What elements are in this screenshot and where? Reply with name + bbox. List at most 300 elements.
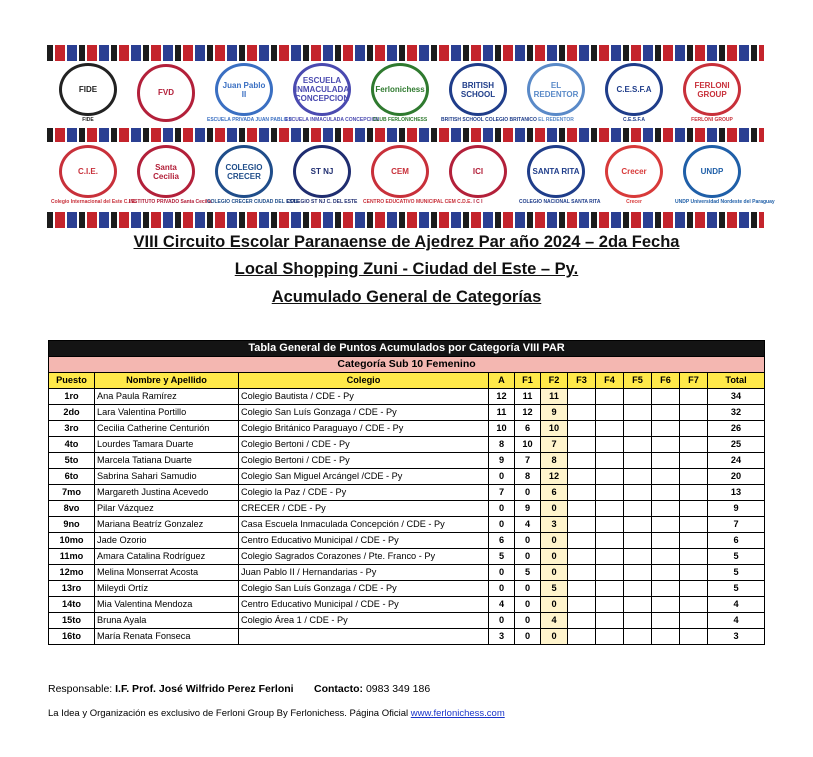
score-f3-cell	[568, 485, 596, 501]
rank-cell: 13ro	[49, 581, 95, 597]
score-f5-cell	[624, 437, 652, 453]
score-f7-cell	[680, 501, 708, 517]
logo-emblem-icon	[293, 63, 351, 116]
school-cell: Colegio Bertoni / CDE - Py	[239, 437, 489, 453]
school-logo	[603, 145, 665, 205]
score-f5-cell	[624, 469, 652, 485]
table-row	[49, 469, 765, 485]
player-name-cell: Pilar Vázquez	[95, 501, 239, 517]
player-name-cell: Melina Monserrat Acosta	[95, 565, 239, 581]
school-logo	[286, 145, 358, 205]
responsible-label: Responsable:	[48, 683, 113, 695]
total-cell: 26	[708, 421, 765, 437]
score-f6-cell	[652, 485, 680, 501]
table-row	[49, 389, 765, 405]
score-f2-cell: 0	[541, 549, 568, 565]
score-f1-cell: 0	[515, 597, 541, 613]
player-name-cell: Mariana Beatríz Gonzalez	[95, 517, 239, 533]
score-f1-cell: 0	[515, 629, 541, 645]
score-f1-cell: 11	[515, 389, 541, 405]
school-logo	[207, 145, 300, 205]
sponsor-banner	[47, 45, 775, 228]
score-a-cell: 0	[489, 581, 515, 597]
score-f7-cell	[680, 597, 708, 613]
score-f6-cell	[652, 565, 680, 581]
logo-caption: EL REDENTOR	[538, 117, 574, 123]
logo-name: CEM	[391, 167, 409, 176]
chess-pieces-strip-top	[47, 45, 764, 61]
score-f4-cell	[596, 485, 624, 501]
logo-emblem-icon	[137, 64, 195, 122]
score-f1-cell: 0	[515, 533, 541, 549]
event-location: Local Shopping Zuni - Ciudad del Este – Py.	[234, 260, 579, 278]
logo-emblem-icon	[683, 145, 741, 198]
logo-name: Santa Cecilia	[153, 162, 179, 181]
score-f5-cell	[624, 405, 652, 421]
school-logo	[447, 145, 509, 205]
rank-cell: 16to	[49, 629, 95, 645]
player-name-cell: Lourdes Tamara Duarte	[95, 437, 239, 453]
score-f3-cell	[568, 597, 596, 613]
rank-cell: 11mo	[49, 549, 95, 565]
school-cell: Centro Educativo Municipal / CDE - Py	[239, 533, 489, 549]
score-f4-cell	[596, 549, 624, 565]
score-f4-cell	[596, 421, 624, 437]
logo-caption: BRITISH SCHOOL COLEGIO BRITANICO	[441, 117, 537, 123]
category-title: Categoría Sub 10 Femenino	[49, 357, 765, 373]
total-cell: 4	[708, 613, 765, 629]
score-f6-cell	[652, 405, 680, 421]
score-f6-cell	[652, 389, 680, 405]
rank-cell: 12mo	[49, 565, 95, 581]
score-a-cell: 0	[489, 565, 515, 581]
logo-emblem-icon	[293, 145, 351, 198]
score-f4-cell	[596, 565, 624, 581]
school-cell: Colegio Sagrados Corazones / Pte. Franco - Py	[239, 549, 489, 565]
score-f7-cell	[680, 453, 708, 469]
score-f5-cell	[624, 565, 652, 581]
score-f7-cell	[680, 469, 708, 485]
column-header: Total	[708, 373, 765, 389]
score-f2-cell: 11	[541, 389, 568, 405]
school-cell: Colegio Bertoni / CDE - Py	[239, 453, 489, 469]
score-a-cell: 9	[489, 453, 515, 469]
table-row	[49, 565, 765, 581]
rank-cell: 1ro	[49, 389, 95, 405]
score-f7-cell	[680, 437, 708, 453]
logo-caption: FERLONI GROUP	[691, 117, 733, 123]
total-cell: 5	[708, 581, 765, 597]
score-a-cell: 5	[489, 549, 515, 565]
school-logo	[369, 63, 431, 123]
column-header: F7	[680, 373, 708, 389]
logo-emblem-icon	[215, 145, 273, 198]
logo-caption: COLEGIO CRECER CIUDAD DEL ESTE	[207, 199, 300, 205]
logo-emblem-icon	[527, 145, 585, 198]
score-f4-cell	[596, 437, 624, 453]
logo-caption: Crecer	[626, 199, 642, 205]
total-cell: 24	[708, 453, 765, 469]
player-name-cell: Mia Valentina Mendoza	[95, 597, 239, 613]
score-a-cell: 0	[489, 469, 515, 485]
logo-caption: UNDP Universidad Nordeste del Paraguay	[675, 199, 775, 205]
score-f5-cell	[624, 421, 652, 437]
total-cell: 9	[708, 501, 765, 517]
responsible-line	[48, 683, 430, 695]
score-a-cell: 3	[489, 629, 515, 645]
column-header: Puesto	[49, 373, 95, 389]
score-a-cell: 0	[489, 613, 515, 629]
score-f3-cell	[568, 389, 596, 405]
chess-pieces-strip-bottom	[47, 212, 764, 228]
score-f3-cell	[568, 581, 596, 597]
score-f2-cell: 5	[541, 581, 568, 597]
logo-name: C.I.E.	[77, 167, 98, 176]
school-logo	[603, 63, 665, 123]
score-f1-cell: 9	[515, 501, 541, 517]
score-f4-cell	[596, 533, 624, 549]
score-f7-cell	[680, 389, 708, 405]
school-cell: Colegio Bautista / CDE - Py	[239, 389, 489, 405]
score-f4-cell	[596, 469, 624, 485]
rank-cell: 3ro	[49, 421, 95, 437]
school-logo	[681, 63, 743, 123]
total-cell: 6	[708, 533, 765, 549]
school-cell: Centro Educativo Municipal / CDE - Py	[239, 597, 489, 613]
score-f2-cell: 6	[541, 485, 568, 501]
organization-text: La Idea y Organización es exclusivo de Ferloni Group By Ferlonichess. Página Oficial	[48, 708, 409, 719]
player-name-cell: Cecilia Catherine Centurión	[95, 421, 239, 437]
school-logo	[207, 63, 292, 123]
column-header: F4	[596, 373, 624, 389]
score-f7-cell	[680, 517, 708, 533]
school-cell: Colegio San Luís Gonzaga / CDE - Py	[239, 405, 489, 421]
table-row	[49, 501, 765, 517]
score-f4-cell	[596, 581, 624, 597]
table-row	[49, 549, 765, 565]
score-f2-cell: 0	[541, 533, 568, 549]
player-name-cell: Margareth Justina Acevedo	[95, 485, 239, 501]
score-f2-cell: 3	[541, 517, 568, 533]
rank-cell: 6to	[49, 469, 95, 485]
score-f6-cell	[652, 421, 680, 437]
score-f3-cell	[568, 421, 596, 437]
school-logo	[675, 145, 775, 205]
score-a-cell: 0	[489, 501, 515, 517]
logo-name: ESCUELA INMACULADA CONCEPCION	[294, 76, 350, 103]
rank-cell: 14to	[49, 597, 95, 613]
table-row	[49, 597, 765, 613]
logo-name: EL REDENTOR	[533, 80, 579, 99]
logo-emblem-icon	[527, 63, 585, 116]
score-f6-cell	[652, 597, 680, 613]
logo-name: FVD	[158, 88, 174, 97]
player-name-cell: Marcela Tatiana Duarte	[95, 453, 239, 469]
score-f6-cell	[652, 581, 680, 597]
column-header: F1	[515, 373, 541, 389]
logo-caption: COLEGIO ST NJ C. DEL ESTE	[286, 199, 358, 205]
logo-caption: Colegio Internacional del Este C.I.E.	[51, 199, 137, 205]
score-f7-cell	[680, 549, 708, 565]
score-f5-cell	[624, 629, 652, 645]
score-f7-cell	[680, 485, 708, 501]
column-header: A	[489, 373, 515, 389]
score-a-cell: 7	[489, 485, 515, 501]
score-f4-cell	[596, 517, 624, 533]
score-f1-cell: 12	[515, 405, 541, 421]
score-f7-cell	[680, 613, 708, 629]
score-f7-cell	[680, 421, 708, 437]
score-f2-cell: 0	[541, 501, 568, 517]
score-f3-cell	[568, 437, 596, 453]
score-f1-cell: 0	[515, 581, 541, 597]
score-f4-cell	[596, 597, 624, 613]
table-row	[49, 453, 765, 469]
logo-emblem-icon	[449, 145, 507, 198]
score-f2-cell: 0	[541, 597, 568, 613]
score-f7-cell	[680, 565, 708, 581]
total-cell: 5	[708, 549, 765, 565]
total-cell: 25	[708, 437, 765, 453]
total-cell: 3	[708, 629, 765, 645]
score-f4-cell	[596, 629, 624, 645]
score-f3-cell	[568, 405, 596, 421]
total-cell: 20	[708, 469, 765, 485]
logo-caption: CENTRO EDUCATIVO MUNICIPAL CEM C.D.E.	[363, 199, 472, 205]
score-a-cell: 4	[489, 597, 515, 613]
logo-name: ST NJ	[310, 167, 334, 176]
score-f5-cell	[624, 517, 652, 533]
score-f3-cell	[568, 517, 596, 533]
score-f4-cell	[596, 613, 624, 629]
player-name-cell: Sabrina Sahari Samudio	[95, 469, 239, 485]
logo-name: Crecer	[621, 167, 647, 176]
logo-emblem-icon	[371, 145, 429, 198]
score-f6-cell	[652, 517, 680, 533]
score-f1-cell: 7	[515, 453, 541, 469]
logo-name: FERLONI GROUP	[694, 80, 730, 99]
score-f6-cell	[652, 453, 680, 469]
column-header: Colegio	[239, 373, 489, 389]
school-cell: Colegio San Luís Gonzaga / CDE - Py	[239, 581, 489, 597]
score-f4-cell	[596, 405, 624, 421]
score-f7-cell	[680, 533, 708, 549]
rank-cell: 9no	[49, 517, 95, 533]
score-f4-cell	[596, 453, 624, 469]
score-f3-cell	[568, 533, 596, 549]
column-header: F2	[541, 373, 568, 389]
score-f2-cell: 12	[541, 469, 568, 485]
score-f1-cell: 10	[515, 437, 541, 453]
score-f1-cell: 6	[515, 421, 541, 437]
logo-caption: ESCUELA PRIVADA JUAN PABLO II	[207, 117, 292, 123]
table-row	[49, 517, 765, 533]
score-f6-cell	[652, 501, 680, 517]
logo-emblem-icon	[59, 145, 117, 198]
score-f6-cell	[652, 437, 680, 453]
total-cell: 7	[708, 517, 765, 533]
player-name-cell: Ana Paula Ramírez	[95, 389, 239, 405]
score-f5-cell	[624, 597, 652, 613]
score-a-cell: 8	[489, 437, 515, 453]
player-name-cell: Bruna Ayala	[95, 613, 239, 629]
rank-cell: 5to	[49, 453, 95, 469]
logo-name: FIDE	[78, 85, 98, 94]
school-logo	[285, 63, 380, 123]
score-f2-cell: 4	[541, 613, 568, 629]
score-f3-cell	[568, 549, 596, 565]
school-logo	[525, 63, 587, 123]
score-f7-cell	[680, 581, 708, 597]
logo-caption: INSTITUTO PRIVADO Santa Cecilia	[129, 199, 212, 205]
school-logo	[51, 145, 137, 205]
table-header-row	[49, 373, 765, 389]
table-row	[49, 421, 765, 437]
school-cell: Casa Escuela Inmaculada Concepción / CDE - Py	[239, 517, 489, 533]
table-row	[49, 405, 765, 421]
score-f5-cell	[624, 533, 652, 549]
organization-line	[48, 708, 505, 719]
logo-emblem-icon	[449, 63, 507, 116]
score-a-cell: 6	[489, 533, 515, 549]
logo-name: ICI	[472, 167, 484, 176]
logo-emblem-icon	[605, 145, 663, 198]
score-f5-cell	[624, 581, 652, 597]
logo-caption: C.E.S.F.A	[623, 117, 645, 123]
score-f1-cell: 0	[515, 613, 541, 629]
score-f6-cell	[652, 613, 680, 629]
table-row	[49, 613, 765, 629]
logo-name: Juan Pablo II	[222, 80, 266, 99]
column-header: Nombre y Apellido	[95, 373, 239, 389]
rank-cell: 10mo	[49, 533, 95, 549]
logo-name: Ferlonichess	[375, 85, 425, 94]
logo-emblem-icon	[137, 145, 195, 198]
rank-cell: 8vo	[49, 501, 95, 517]
player-name-cell: Jade Ozorio	[95, 533, 239, 549]
score-f3-cell	[568, 501, 596, 517]
score-f2-cell: 0	[541, 565, 568, 581]
logo-name: SANTA RITA	[532, 167, 580, 176]
score-a-cell: 11	[489, 405, 515, 421]
logo-name: BRITISH SCHOOL	[460, 80, 496, 99]
rank-cell: 4to	[49, 437, 95, 453]
score-a-cell: 0	[489, 517, 515, 533]
event-title: VIII Circuito Escolar Paranaense de Ajedrez Par año 2024 – 2da Fecha	[133, 233, 680, 251]
logo-emblem-icon	[371, 63, 429, 116]
table-row	[49, 629, 765, 645]
school-logo	[441, 63, 537, 123]
score-f1-cell: 0	[515, 485, 541, 501]
rank-cell: 2do	[49, 405, 95, 421]
school-logo	[57, 63, 119, 123]
score-f6-cell	[652, 533, 680, 549]
score-f6-cell	[652, 549, 680, 565]
logo-caption: CLUB FERLONICHESS	[372, 117, 428, 123]
logo-caption: I C I	[473, 199, 483, 205]
school-cell: CRECER / CDE - Py	[239, 501, 489, 517]
score-f3-cell	[568, 453, 596, 469]
school-cell: Colegio la Paz / CDE - Py	[239, 485, 489, 501]
column-header: F6	[652, 373, 680, 389]
column-header: F5	[624, 373, 652, 389]
score-f5-cell	[624, 549, 652, 565]
column-header: F3	[568, 373, 596, 389]
player-name-cell: Amara Catalina Rodríguez	[95, 549, 239, 565]
logo-name: C.E.S.F.A	[616, 85, 652, 94]
player-name-cell: María Renata Fonseca	[95, 629, 239, 645]
total-cell: 32	[708, 405, 765, 421]
score-f6-cell	[652, 629, 680, 645]
report-title: Acumulado General de Categorías	[271, 288, 542, 306]
player-name-cell: Lara Valentina Portillo	[95, 405, 239, 421]
score-f7-cell	[680, 405, 708, 421]
score-f3-cell	[568, 613, 596, 629]
score-f1-cell: 4	[515, 517, 541, 533]
score-f4-cell	[596, 389, 624, 405]
total-cell: 4	[708, 597, 765, 613]
score-f7-cell	[680, 629, 708, 645]
website-link[interactable]: www.ferlonichess.com	[410, 708, 505, 719]
score-f5-cell	[624, 613, 652, 629]
rank-cell: 7mo	[49, 485, 95, 501]
logo-emblem-icon	[605, 63, 663, 116]
score-f3-cell	[568, 469, 596, 485]
total-cell: 5	[708, 565, 765, 581]
score-f1-cell: 5	[515, 565, 541, 581]
score-f3-cell	[568, 565, 596, 581]
table-row	[49, 533, 765, 549]
school-cell: Juan Pablo II / Hernandarias - Py	[239, 565, 489, 581]
score-f1-cell: 8	[515, 469, 541, 485]
school-cell: Colegio Área 1 / CDE - Py	[239, 613, 489, 629]
player-name-cell: Mileydi Ortíz	[95, 581, 239, 597]
score-f2-cell: 7	[541, 437, 568, 453]
score-f1-cell: 0	[515, 549, 541, 565]
total-cell: 34	[708, 389, 765, 405]
contact-label: Contacto:	[314, 683, 364, 695]
school-logo	[363, 145, 472, 205]
logo-emblem-icon	[683, 63, 741, 116]
logo-emblem-icon	[215, 63, 273, 116]
table-title: Tabla General de Puntos Acumulados por Categoría VIII PAR	[49, 341, 765, 357]
contact-phone: 0983 349 186	[365, 683, 431, 695]
score-f5-cell	[624, 485, 652, 501]
table-row	[49, 437, 765, 453]
rank-cell: 15to	[49, 613, 95, 629]
school-logo	[135, 63, 197, 123]
logo-caption: ESCUELA INMACULADA CONCEPCION	[285, 117, 380, 123]
score-f4-cell	[596, 501, 624, 517]
standings-table	[48, 340, 765, 645]
table-row	[49, 581, 765, 597]
score-f3-cell	[568, 629, 596, 645]
logo-caption: COLEGIO NACIONAL SANTA RITA	[519, 199, 601, 205]
total-cell: 13	[708, 485, 765, 501]
score-f5-cell	[624, 501, 652, 517]
score-f5-cell	[624, 453, 652, 469]
logo-name: COLEGIO CRECER	[225, 162, 263, 181]
logo-caption: FIDE	[82, 117, 94, 123]
school-cell	[239, 629, 489, 645]
score-f2-cell: 8	[541, 453, 568, 469]
score-f2-cell: 0	[541, 629, 568, 645]
score-a-cell: 12	[489, 389, 515, 405]
school-cell: Colegio San Miguel Arcángel /CDE - Py	[239, 469, 489, 485]
school-logo	[519, 145, 601, 205]
score-f5-cell	[624, 389, 652, 405]
table-row	[49, 485, 765, 501]
